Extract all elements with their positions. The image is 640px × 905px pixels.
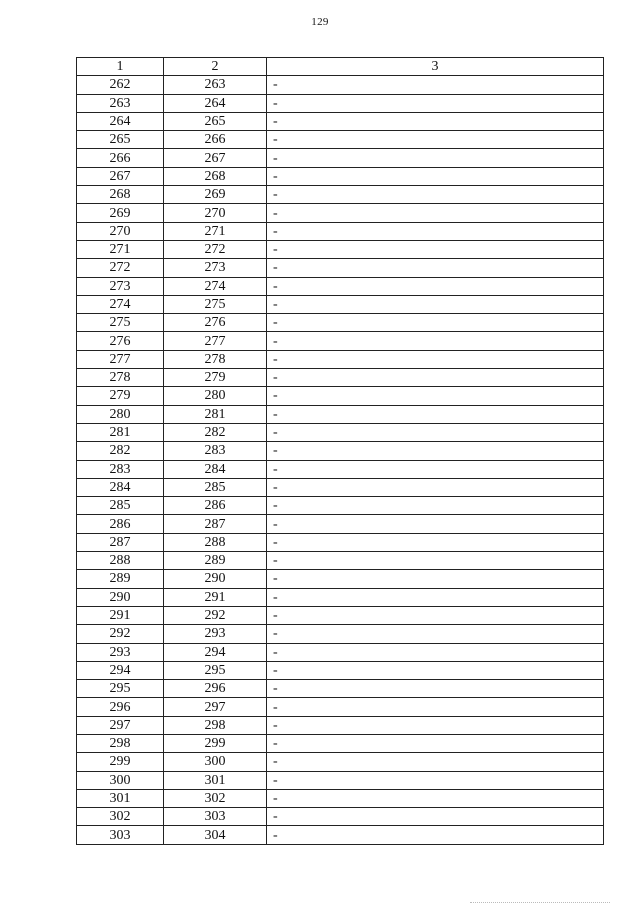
table-cell-col1: 277 — [77, 350, 164, 368]
table-cell-col1: 268 — [77, 186, 164, 204]
table-cell-col3: - — [267, 753, 604, 771]
table-row — [77, 387, 604, 405]
table-cell-col3: - — [267, 533, 604, 551]
table-row — [77, 753, 604, 771]
table-cell-col1: 300 — [77, 771, 164, 789]
table-cell-col3: - — [267, 606, 604, 624]
table-row — [77, 314, 604, 332]
table-cell-col2: 300 — [164, 753, 267, 771]
table-cell-col2: 283 — [164, 442, 267, 460]
table-cell-col2: 268 — [164, 167, 267, 185]
table-row — [77, 405, 604, 423]
table-cell-col3: - — [267, 716, 604, 734]
table-cell-col1: 286 — [77, 515, 164, 533]
table-cell-col1: 292 — [77, 625, 164, 643]
table-cell-col1: 270 — [77, 222, 164, 240]
table-cell-col1: 284 — [77, 478, 164, 496]
table-row — [77, 369, 604, 387]
table-cell-col3: - — [267, 789, 604, 807]
table-cell-col3: - — [267, 771, 604, 789]
table-cell-col2: 280 — [164, 387, 267, 405]
table-row — [77, 131, 604, 149]
table-cell-col3: - — [267, 460, 604, 478]
table-cell-col1: 279 — [77, 387, 164, 405]
table-cell-col2: 275 — [164, 295, 267, 313]
table-cell-col3: - — [267, 570, 604, 588]
table-cell-col2: 276 — [164, 314, 267, 332]
table-cell-col1: 297 — [77, 716, 164, 734]
table-row — [77, 167, 604, 185]
table-cell-col2: 285 — [164, 478, 267, 496]
table-cell-col2: 287 — [164, 515, 267, 533]
table-cell-col2: 293 — [164, 625, 267, 643]
table-row — [77, 423, 604, 441]
table-cell-col3: - — [267, 277, 604, 295]
table-row — [77, 533, 604, 551]
table-cell-col1: 282 — [77, 442, 164, 460]
table-cell-col2: 299 — [164, 734, 267, 752]
table-cell-col1: 273 — [77, 277, 164, 295]
table-cell-col1: 281 — [77, 423, 164, 441]
table-cell-col2: 282 — [164, 423, 267, 441]
table-cell-col2: 295 — [164, 661, 267, 679]
table-row — [77, 606, 604, 624]
table-cell-col1: 289 — [77, 570, 164, 588]
table-row — [77, 588, 604, 606]
table-cell-col1: 278 — [77, 369, 164, 387]
table-cell-col2: 274 — [164, 277, 267, 295]
table-row — [77, 478, 604, 496]
table-cell-col2: 286 — [164, 497, 267, 515]
table-cell-col1: 263 — [77, 94, 164, 112]
table-cell-col1: 290 — [77, 588, 164, 606]
table-cell-col2: 278 — [164, 350, 267, 368]
table-cell-col3: - — [267, 112, 604, 130]
table-cell-col2: 277 — [164, 332, 267, 350]
table-cell-col3: - — [267, 350, 604, 368]
table-row — [77, 240, 604, 258]
table-cell-col2: 284 — [164, 460, 267, 478]
table-cell-col3: - — [267, 643, 604, 661]
table-cell-col3: - — [267, 478, 604, 496]
table-cell-col1: 303 — [77, 826, 164, 844]
table-cell-col2: 291 — [164, 588, 267, 606]
table-row — [77, 734, 604, 752]
table-cell-col1: 294 — [77, 661, 164, 679]
table-cell-col2: 297 — [164, 698, 267, 716]
table-cell-col1: 287 — [77, 533, 164, 551]
table-cell-col3: - — [267, 680, 604, 698]
table-row — [77, 625, 604, 643]
table-cell-col2: 263 — [164, 76, 267, 94]
table-row — [77, 643, 604, 661]
table-cell-col1: 274 — [77, 295, 164, 313]
table-cell-col2: 292 — [164, 606, 267, 624]
table-row — [77, 149, 604, 167]
table-cell-col1: 275 — [77, 314, 164, 332]
table-row — [77, 552, 604, 570]
table-header-row — [77, 58, 604, 76]
table-cell-col2: 288 — [164, 533, 267, 551]
table-cell-col1: 265 — [77, 131, 164, 149]
table-cell-col3: - — [267, 826, 604, 844]
table-cell-col3: - — [267, 625, 604, 643]
table-row — [77, 442, 604, 460]
table-cell-col1: 302 — [77, 808, 164, 826]
table-cell-col3: - — [267, 314, 604, 332]
table-cell-col1: 291 — [77, 606, 164, 624]
table-row — [77, 680, 604, 698]
table-cell-col1: 280 — [77, 405, 164, 423]
table-row — [77, 204, 604, 222]
table-cell-col2: 294 — [164, 643, 267, 661]
table-cell-col3: - — [267, 186, 604, 204]
page-number: 129 — [311, 16, 329, 28]
table-row — [77, 277, 604, 295]
table-cell-col3: - — [267, 698, 604, 716]
table-cell-col3: - — [267, 94, 604, 112]
table-cell-col2: 265 — [164, 112, 267, 130]
table-cell-col1: 298 — [77, 734, 164, 752]
table-cell-col2: 298 — [164, 716, 267, 734]
table-row — [77, 716, 604, 734]
table-cell-col2: 267 — [164, 149, 267, 167]
table-cell-col2: 269 — [164, 186, 267, 204]
table-row — [77, 497, 604, 515]
table-cell-col3: - — [267, 332, 604, 350]
table-cell-col1: 262 — [77, 76, 164, 94]
table-cell-col1: 299 — [77, 753, 164, 771]
table-cell-col3: - — [267, 515, 604, 533]
table-cell-col3: - — [267, 442, 604, 460]
column-header-1: 1 — [77, 58, 164, 76]
table-cell-col3: - — [267, 387, 604, 405]
table-row — [77, 186, 604, 204]
table-row — [77, 460, 604, 478]
table-row — [77, 515, 604, 533]
table-cell-col1: 276 — [77, 332, 164, 350]
table-cell-col2: 266 — [164, 131, 267, 149]
table-cell-col1: 295 — [77, 680, 164, 698]
table-cell-col2: 271 — [164, 222, 267, 240]
table-cell-col3: - — [267, 167, 604, 185]
table-cell-col2: 264 — [164, 94, 267, 112]
table-row — [77, 259, 604, 277]
data-table — [76, 57, 604, 845]
table-cell-col3: - — [267, 259, 604, 277]
table-cell-col1: 272 — [77, 259, 164, 277]
table-cell-col3: - — [267, 131, 604, 149]
table-cell-col2: 303 — [164, 808, 267, 826]
scan-artifact — [470, 901, 610, 903]
table-cell-col1: 288 — [77, 552, 164, 570]
table-cell-col2: 304 — [164, 826, 267, 844]
table-cell-col1: 301 — [77, 789, 164, 807]
table-cell-col1: 271 — [77, 240, 164, 258]
table-row — [77, 661, 604, 679]
table-cell-col2: 296 — [164, 680, 267, 698]
table-cell-col2: 279 — [164, 369, 267, 387]
table-row — [77, 112, 604, 130]
table-cell-col3: - — [267, 405, 604, 423]
table-cell-col2: 281 — [164, 405, 267, 423]
table-cell-col3: - — [267, 204, 604, 222]
table-cell-col1: 283 — [77, 460, 164, 478]
table-cell-col2: 301 — [164, 771, 267, 789]
table-cell-col1: 269 — [77, 204, 164, 222]
table-cell-col3: - — [267, 240, 604, 258]
table-cell-col2: 302 — [164, 789, 267, 807]
table-cell-col1: 266 — [77, 149, 164, 167]
table-cell-col3: - — [267, 497, 604, 515]
table-cell-col2: 290 — [164, 570, 267, 588]
table-cell-col1: 293 — [77, 643, 164, 661]
table-cell-col2: 273 — [164, 259, 267, 277]
table-cell-col3: - — [267, 295, 604, 313]
table-cell-col2: 289 — [164, 552, 267, 570]
table-row — [77, 771, 604, 789]
column-header-2: 2 — [164, 58, 267, 76]
column-header-3: 3 — [267, 58, 604, 76]
table-cell-col3: - — [267, 423, 604, 441]
table-cell-col3: - — [267, 734, 604, 752]
table-row — [77, 826, 604, 844]
table-row — [77, 94, 604, 112]
table-cell-col1: 285 — [77, 497, 164, 515]
table-cell-col3: - — [267, 76, 604, 94]
table-row — [77, 332, 604, 350]
table-row — [77, 222, 604, 240]
table-cell-col3: - — [267, 222, 604, 240]
table-cell-col3: - — [267, 552, 604, 570]
table-cell-col3: - — [267, 808, 604, 826]
table-cell-col1: 264 — [77, 112, 164, 130]
table-cell-col3: - — [267, 588, 604, 606]
table-cell-col1: 267 — [77, 167, 164, 185]
table-row — [77, 698, 604, 716]
table-row — [77, 789, 604, 807]
table-cell-col3: - — [267, 661, 604, 679]
table-cell-col1: 296 — [77, 698, 164, 716]
table-cell-col3: - — [267, 369, 604, 387]
table-cell-col3: - — [267, 149, 604, 167]
table-cell-col2: 272 — [164, 240, 267, 258]
table-cell-col2: 270 — [164, 204, 267, 222]
table-row — [77, 570, 604, 588]
table-row — [77, 808, 604, 826]
table-row — [77, 350, 604, 368]
table-row — [77, 295, 604, 313]
table-row — [77, 76, 604, 94]
table-body — [77, 76, 604, 844]
